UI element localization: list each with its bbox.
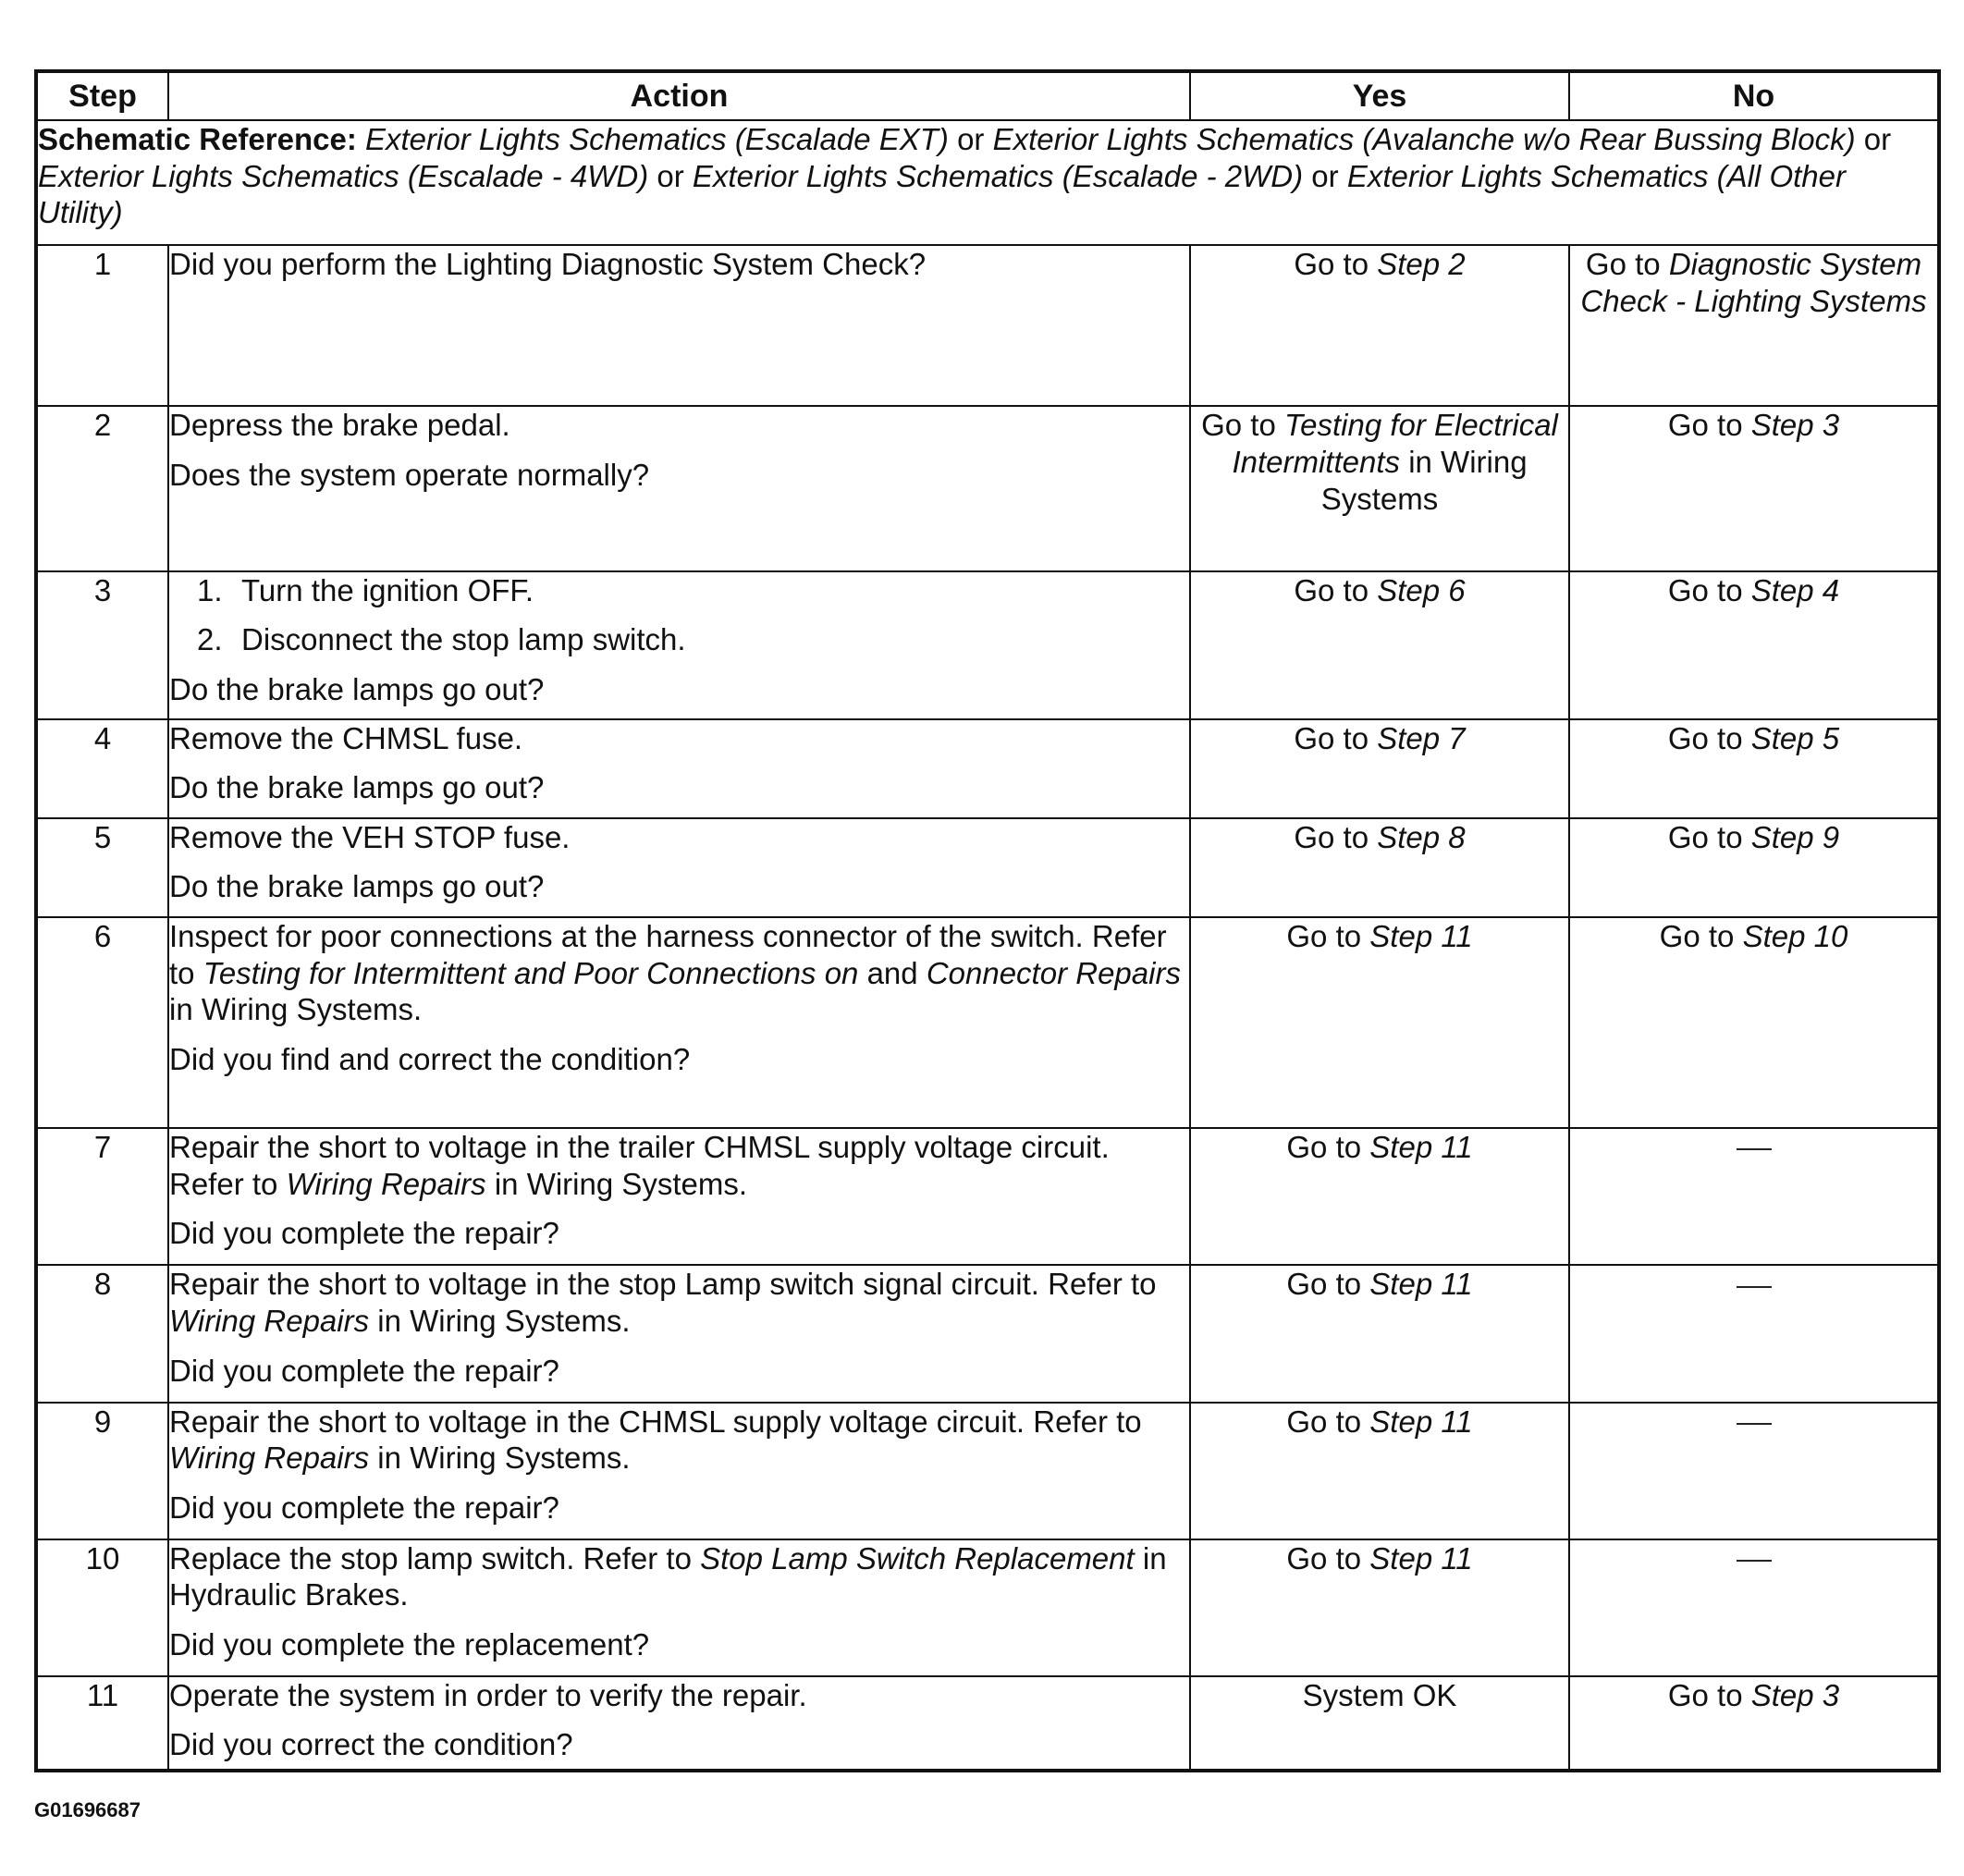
header-no: No [1569,71,1939,120]
no-reference: Diagnostic System Check - Lighting Systems [1580,247,1927,318]
step-number: 7 [36,1128,168,1265]
no-cell [1569,818,1939,917]
step-number: 9 [36,1403,168,1539]
action-cell [168,1539,1190,1676]
header-yes: Yes [1190,71,1569,120]
no-cell [1569,917,1939,1128]
schematic-reference-row [36,120,1939,245]
yes-cell [1190,917,1569,1128]
table-row [36,571,1939,719]
step-number: 5 [36,818,168,917]
schematic-reference [36,120,1939,245]
no-cell [1569,719,1939,818]
no-prefix: Go to [1667,572,1743,607]
dash-mark [1737,1560,1772,1562]
or-text: or [1863,122,1892,157]
action-question: Did you perform the Lighting Diagnostic System Check? [169,247,927,282]
yes-cell [1190,1403,1569,1539]
no-cell [1569,1676,1939,1771]
figure-id: G01696687 [34,1798,141,1821]
yes-reference: Step 11 [1369,1404,1473,1439]
action-text [169,1129,1189,1202]
yes-suffix: in Wiring Systems [1320,444,1528,516]
no-cell [1569,1539,1939,1676]
no-reference: Step 3 [1750,1677,1840,1712]
action-text-part: in Hydraulic Brakes. [169,1540,1167,1612]
yes-cell [1190,1539,1569,1676]
no-prefix: Go to [1667,720,1743,755]
yes-prefix: Go to [1286,1404,1362,1439]
yes-cell [1190,245,1569,406]
step-number: 8 [36,1265,168,1402]
dash-mark [1737,1423,1772,1425]
table-row [36,1128,1939,1265]
schematic-ref: Exterior Lights Schematics (Escalade - 4WD) [38,158,649,193]
action-cell [168,1265,1190,1402]
yes-reference: Step 11 [1369,1540,1473,1576]
table-row [36,1539,1939,1676]
header-step: Step [36,71,168,120]
yes-prefix: Go to [1294,720,1369,755]
action-question: Do the brake lamps go out? [169,671,545,706]
action-text [169,918,1189,1028]
action-cell [168,1676,1190,1771]
action-text-part: and [866,955,918,990]
yes-cell [1190,1265,1569,1402]
action-question: Did you complete the repair? [169,1216,559,1251]
action-text: Operate the system in order to verify the repair. [169,1677,807,1712]
yes-prefix: Go to [1286,1540,1362,1576]
schematic-ref: Exterior Lights Schematics (All Other Utility) [38,158,1846,230]
yes-cell [1190,1128,1569,1265]
step-number: 6 [36,917,168,1128]
yes-result: System OK [1302,1677,1457,1712]
action-text [169,1540,1189,1613]
yes-prefix: Go to [1294,819,1369,854]
no-prefix: Go to [1667,1677,1743,1712]
yes-prefix: Go to [1286,1130,1362,1165]
table-row [36,1676,1939,1771]
action-question: Do the brake lamps go out? [169,869,545,904]
schematic-ref: Exterior Lights Schematics (Escalade - 2WD) [692,158,1304,193]
action-cell [168,917,1190,1128]
action-text [169,1404,1189,1477]
yes-reference: Step 6 [1377,572,1466,607]
yes-reference: Step 7 [1377,720,1466,755]
action-text-part: Inspect for poor connections at the harness connector of the switch. Refer to [169,918,1167,990]
action-text-part: in Wiring Systems. [494,1166,748,1201]
yes-cell [1190,1676,1569,1771]
action-text: Depress the brake pedal. [169,408,510,443]
table-row [36,818,1939,917]
yes-reference: Step 11 [1369,1130,1473,1165]
list-text: Turn the ignition OFF. [241,572,534,607]
schematic-label: Schematic Reference: [38,122,357,157]
step-number: 4 [36,719,168,818]
action-list-item [169,572,1189,609]
dash-mark [1737,1286,1772,1288]
yes-reference: Step 8 [1377,819,1466,854]
action-reference: Connector Repairs [926,955,1181,990]
header-row [36,71,1939,120]
yes-reference: Testing for Electrical Intermittents [1232,408,1558,479]
no-reference: Step 3 [1750,408,1840,443]
action-text-part: Repair the short to voltage in the CHMSL supply voltage circuit. Refer to [169,1404,1142,1439]
schematic-ref: Exterior Lights Schematics (Escalade EXT) [365,122,949,157]
action-cell [168,406,1190,570]
action-cell [168,719,1190,818]
yes-prefix: Go to [1286,918,1362,953]
no-reference: Step 4 [1750,572,1840,607]
no-cell [1569,1403,1939,1539]
action-reference: Wiring Repairs [169,1303,370,1338]
action-question: Did you complete the replacement? [169,1626,650,1661]
yes-cell [1190,406,1569,570]
no-cell [1569,406,1939,570]
no-reference: Step 5 [1750,720,1840,755]
action-text-part: Repair the short to voltage in the stop Lamp switch signal circuit. Refer to [169,1267,1157,1302]
action-reference: Wiring Repairs [169,1441,370,1476]
table-row [36,917,1939,1128]
table-row [36,245,1939,406]
action-list-item [169,621,1189,658]
dash-mark [1737,1148,1772,1150]
list-number: 2. [197,622,223,657]
yes-prefix: Go to [1201,408,1276,443]
yes-cell [1190,571,1569,719]
action-reference: Testing for Intermittent and Poor Connections on [203,955,859,990]
action-question: Do the brake lamps go out? [169,770,545,805]
list-number: 1. [197,572,223,607]
schematic-ref: Exterior Lights Schematics (Avalanche w/o Rear Bussing Block) [992,122,1856,157]
no-prefix: Go to [1659,918,1735,953]
step-number: 1 [36,245,168,406]
yes-reference: Step 11 [1369,918,1473,953]
action-text: Remove the VEH STOP fuse. [169,819,571,854]
action-cell [168,818,1190,917]
no-prefix: Go to [1667,819,1743,854]
table-row [36,1265,1939,1402]
no-reference: Step 10 [1742,918,1848,953]
action-text: Remove the CHMSL fuse. [169,720,523,755]
action-cell [168,571,1190,719]
action-text-part: in Wiring Systems. [377,1441,631,1476]
action-reference: Wiring Repairs [286,1166,486,1201]
action-cell [168,245,1190,406]
action-question: Did you find and correct the condition? [169,1041,691,1076]
no-cell [1569,571,1939,719]
no-cell [1569,245,1939,406]
table-row [36,1403,1939,1539]
action-reference: Stop Lamp Switch Replacement [700,1540,1135,1576]
action-cell [168,1128,1190,1265]
action-question: Does the system operate normally? [169,457,650,492]
or-text: or [957,122,985,157]
action-question: Did you complete the repair? [169,1353,559,1388]
action-text-part: in Wiring Systems. [169,992,423,1027]
step-number: 10 [36,1539,168,1676]
action-text-part: Replace the stop lamp switch. Refer to [169,1540,692,1576]
step-number: 3 [36,571,168,719]
action-cell [168,1403,1190,1539]
step-number: 2 [36,406,168,570]
no-prefix: Go to [1667,408,1743,443]
header-action: Action [168,71,1190,120]
action-text-part: in Wiring Systems. [377,1303,631,1338]
action-text-part: Repair the short to voltage in the trailer CHMSL supply voltage circuit. Refer to [169,1130,1110,1201]
no-cell [1569,1128,1939,1265]
no-prefix: Go to [1585,247,1661,282]
yes-reference: Step 11 [1369,1267,1473,1302]
action-question: Did you correct the condition? [169,1727,573,1762]
yes-prefix: Go to [1294,572,1369,607]
list-text: Disconnect the stop lamp switch. [241,622,686,657]
or-text: or [657,158,684,193]
or-text: or [1311,158,1339,193]
table-row [36,406,1939,570]
action-text [169,1266,1189,1339]
yes-cell [1190,719,1569,818]
no-cell [1569,1265,1939,1402]
yes-reference: Step 2 [1377,247,1466,282]
table-row [36,719,1939,818]
step-number: 11 [36,1676,168,1771]
action-question: Did you complete the repair? [169,1490,559,1525]
yes-cell [1190,818,1569,917]
diagnostic-table [34,69,1941,1772]
yes-prefix: Go to [1286,1267,1362,1302]
yes-prefix: Go to [1294,247,1369,282]
no-reference: Step 9 [1750,819,1840,854]
